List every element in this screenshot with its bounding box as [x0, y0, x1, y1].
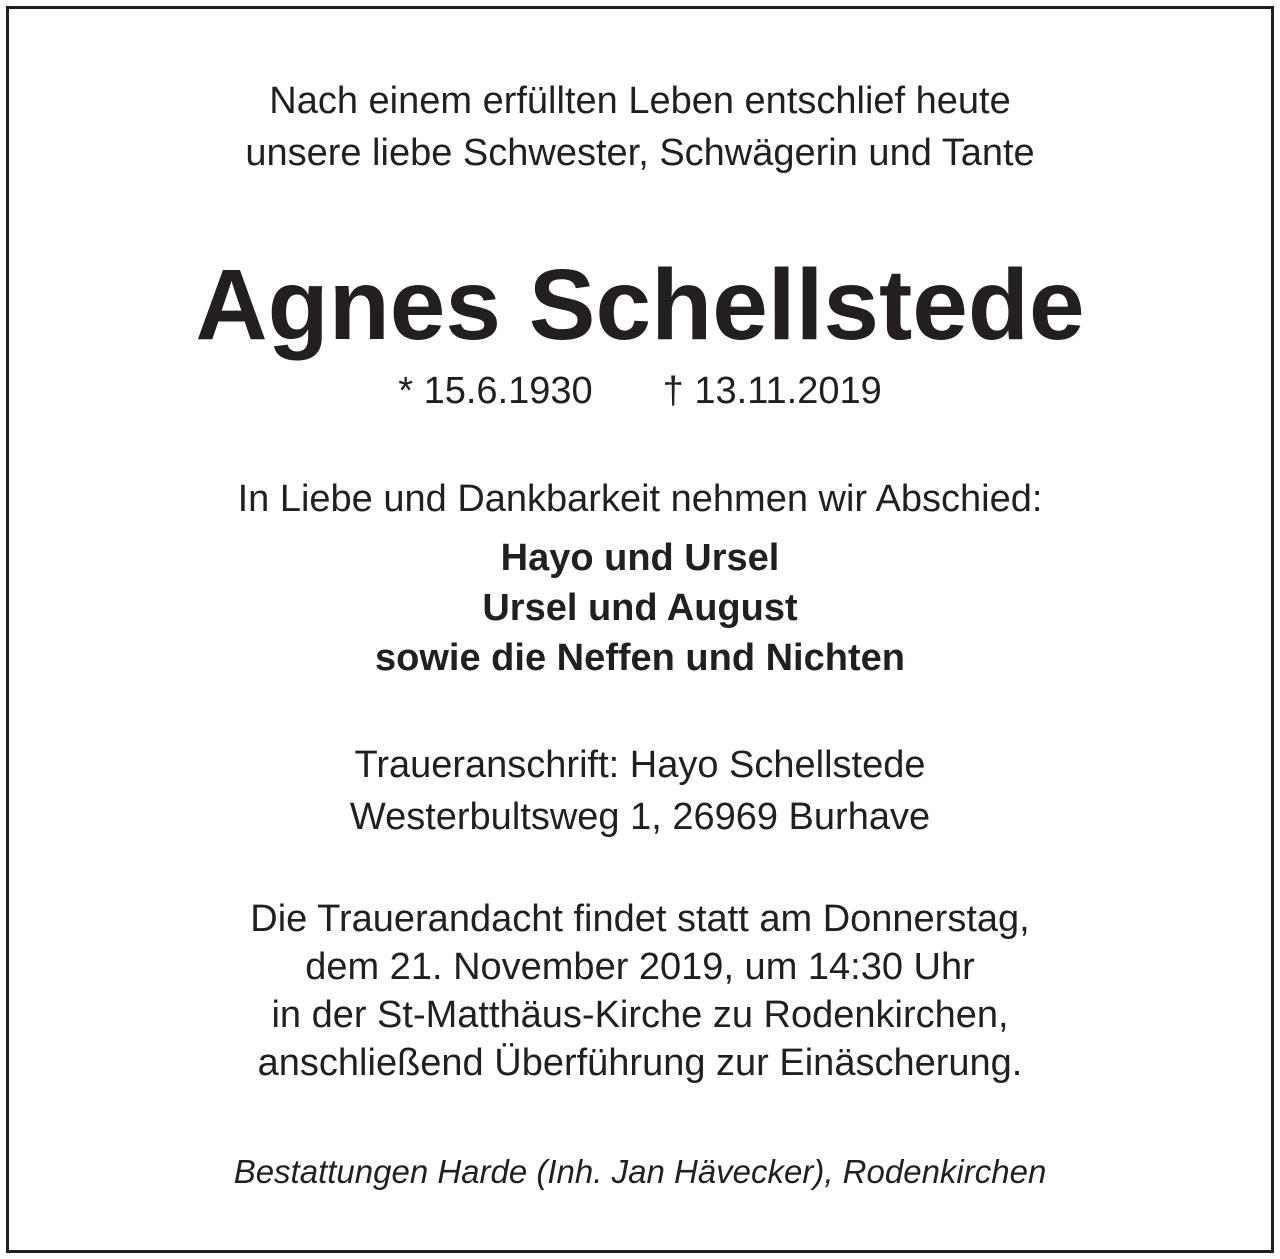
death-date: † 13.11.2019: [662, 370, 882, 412]
intro-line: Nach einem erfüllten Leben entschlief heute: [269, 80, 1011, 122]
deceased-name: Agnes Schellstede: [195, 249, 1085, 361]
address-line: Westerbultsweg 1, 26969 Burhave: [349, 796, 931, 838]
farewell-text: In Liebe und Dankbarkeit nehmen wir Abschied:: [237, 478, 1043, 520]
service-line: dem 21. November 2019, um 14:30 Uhr: [305, 946, 975, 988]
service-details: [9, 895, 1271, 1087]
address-line: Traueranschrift: Hayo Schellstede: [354, 744, 926, 786]
mourner-line: Hayo und Ursel: [500, 537, 780, 579]
intro-line: unsere liebe Schwester, Schwägerin und Tante: [245, 132, 1035, 174]
service-line: Die Trauerandacht findet statt am Donnerstag,: [250, 898, 1030, 940]
service-line: in der St-Matthäus-Kirche zu Rodenkirchen,: [271, 994, 1009, 1036]
mourner-line: sowie die Neffen und Nichten: [375, 637, 905, 679]
life-dates: [9, 365, 1271, 417]
birth-date: * 15.6.1930: [398, 370, 593, 412]
undertaker-credit: Bestattungen Harde (Inh. Jan Hävecker), Rodenkirchen: [233, 1153, 1047, 1190]
obituary-notice: [6, 6, 1274, 1253]
service-line: anschließend Überführung zur Einäscherung.: [257, 1042, 1023, 1084]
intro-text: [9, 75, 1271, 179]
mourners-list: [9, 533, 1271, 683]
mourner-line: Ursel und August: [482, 587, 798, 629]
mourning-address: [9, 739, 1271, 843]
